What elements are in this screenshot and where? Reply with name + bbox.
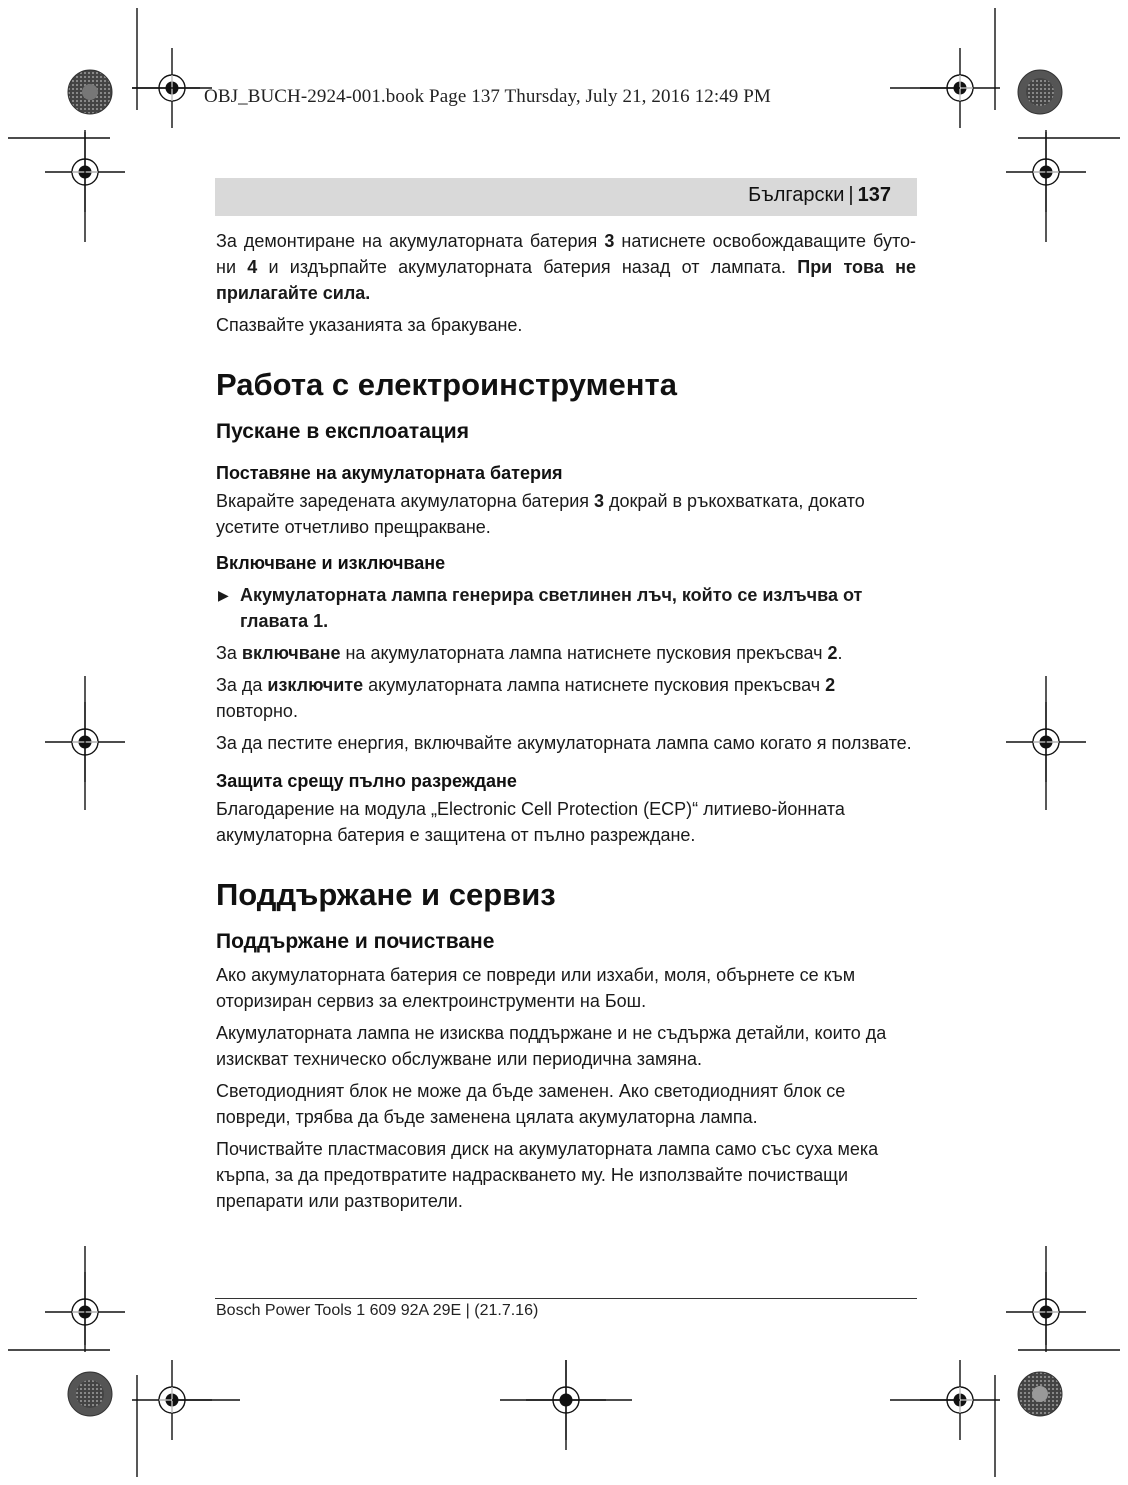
paragraph-save-energy: За да пестите енергия, включвайте акумулаторната лампа само когато я ползвате. [216,733,912,753]
paragraph-service: Ако акумулаторната батерия се повреди или изхаби, моля, обърнете се към оторизиран сервиз за електроинструменти на Бош. [216,965,856,1011]
heading-insert-battery: Поставяне на акумулаторната батерия [216,463,563,483]
subsection-title-maintenance-cleaning: Поддържане и почистване [216,930,495,953]
text: и издърпайте акумулаторната батерия назад от лампата. [257,257,798,277]
subsection-title-startup: Пускане в експлоатация [216,420,469,443]
text: За да [216,675,268,695]
paragraph-cleaning: Почиствайте пластмасовия диск на акумулаторната лампа само със суха мека кърпа, за да предотвратите надраскването му. Не използвайте почистващи препарати или разтворители. [216,1139,879,1211]
bullet-warning [216,582,916,634]
text: натиснете освобождаващите буто-ни [216,231,916,277]
paragraph-ecp: Благодарение на модула „Electronic Cell Protection (ECP)“ литиево-йонната акумулаторна батерия е защитена от пълно разреждане. [216,799,845,845]
ref-number: 2 [827,643,838,663]
text: докрай в ръкохватката, докато усетите отчетливо прещракване. [216,491,865,537]
text: на акумулаторната лампа натиснете пусковия прекъсвач [340,643,828,663]
paragraph-switch-off [216,672,916,724]
bullet-text: Акумулаторната лампа генерира светлинен лъч, който се излъчва от главата 1. [240,585,863,631]
heading-on-off: Включване и изключване [216,553,446,573]
ref-number: 3 [604,231,615,251]
text: За демонтиране на акумулаторната батерия [216,231,605,251]
emphasis: включване [241,643,341,663]
header-text [748,184,891,207]
paragraph-insert-battery [216,488,916,540]
paragraph-disposal: Спазвайте указанията за бракуване. [216,315,523,335]
triangle-bullet-icon: ▶ [218,587,229,603]
header-language: Български [748,184,845,206]
page-footer: Bosch Power Tools 1 609 92A 29E | (21.7.16) [216,1302,539,1319]
paragraph-switch-on [216,640,916,666]
paragraph-remove-battery [216,228,916,306]
paragraph-led: Светодиодният блок не може да бъде заменен. Ако светодиодният блок се повреди, трябва да бъде заменена цялата акумулаторна лампа. [216,1081,846,1127]
text: За [216,643,242,663]
text: . [837,643,843,663]
ref-number: 2 [825,675,836,695]
ref-number: 3 [594,491,605,511]
text: повторно. [216,701,298,721]
text: Вкарайте заредената акумулаторна батерия [216,491,595,511]
footer-rule [215,1298,917,1299]
text: акумулаторната лампа натиснете пусковия прекъсвач [363,675,826,695]
emphasis: При това не прилагайте сила. [216,257,917,303]
heading-deep-discharge: Защита срещу пълно разреждане [216,771,517,791]
print-slug: OBJ_BUCH-2924-001.book Page 137 Thursday, July 21, 2016 12:49 PM [204,86,771,107]
page-header [215,178,917,216]
emphasis: изключите [267,675,364,695]
page-body [216,228,916,1214]
section-title-maintenance-service: Поддържане и сервиз [216,877,556,912]
header-separator: | [848,184,854,206]
paragraph-no-maintenance: Акумулаторната лампа не изисква поддържане и не съдържа детайли, които да изискват техническо обслужване или периодична замяна. [216,1023,887,1069]
section-title-operation: Работа с електроинструмента [216,367,677,402]
page-number: 137 [857,184,891,206]
ref-number: 4 [247,257,258,277]
